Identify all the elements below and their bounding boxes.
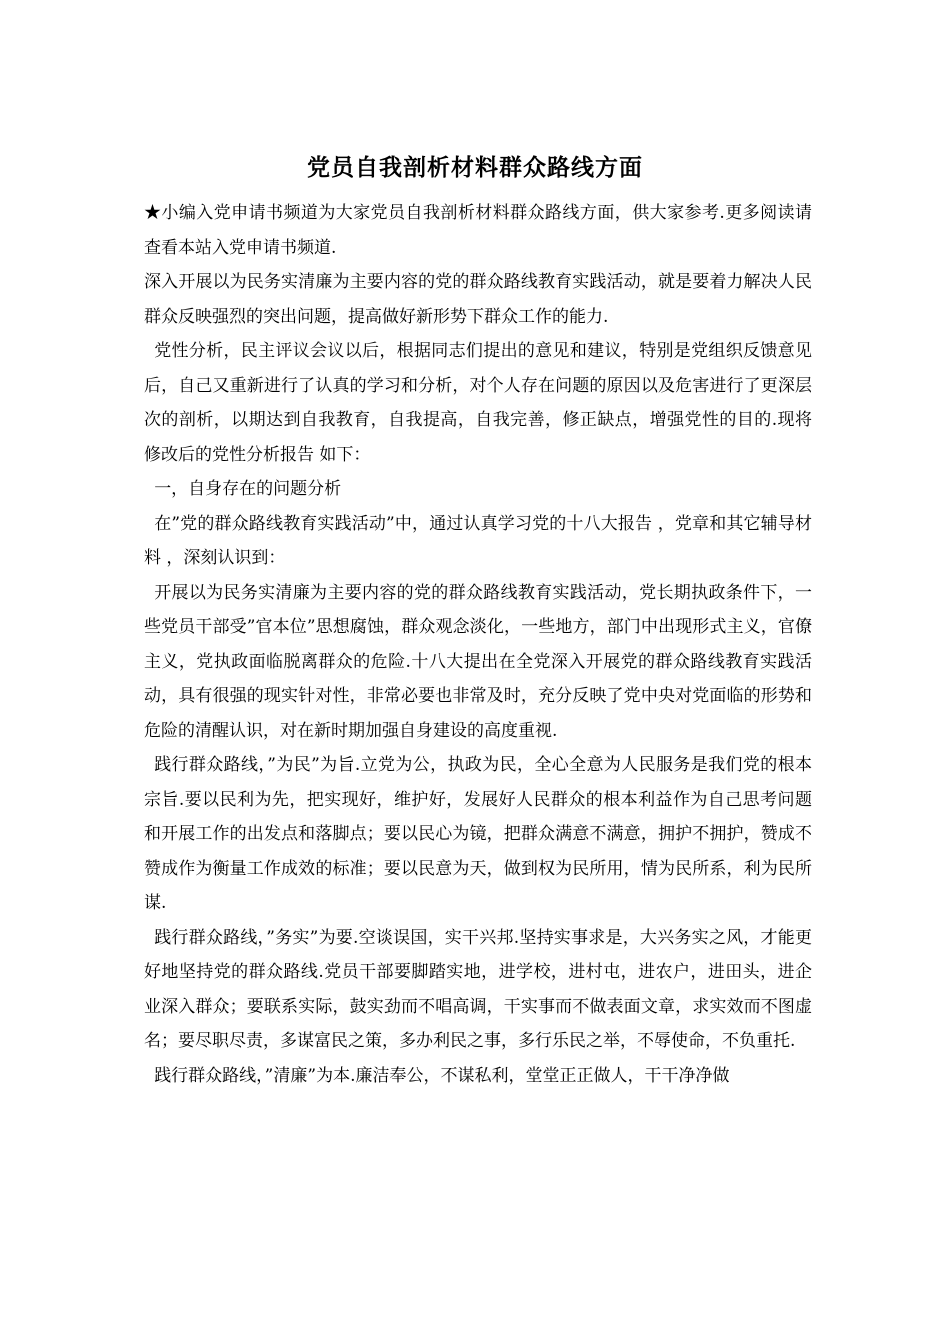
- document-body: [144, 196, 812, 1093]
- intro-paragraph: ★小编入党申请书频道为大家党员自我剖析材料群众路线方面，供大家参考.更多阅读请查看本站入党申请书频道.: [144, 203, 812, 258]
- body-paragraph: 践行群众路线，”为民”为旨.立党为公，执政为民，全心全意为人民服务是我们党的根本宗旨.要以民利为先，把实现好，维护好，发展好人民群众的根本利益作为自己思考问题和开展工作的出发点和落脚点；要以民心为镜，把群众满意不满意，拥护不拥护，赞成不赞成作为衡量工作成效的标准；要以民意为天，做到权为民所用，情为民所系，利为民所谋.: [144, 755, 812, 913]
- body-paragraph: 践行群众路线，”清廉”为本.廉洁奉公，不谋私利，堂堂正正做人，干干净净做: [154, 1065, 730, 1086]
- section-heading: 一，自身存在的问题分析: [154, 479, 342, 499]
- body-paragraph: 党性分析，民主评议会议以后，根据同志们提出的意见和建议，特别是党组织反馈意见后，自己又重新进行了认真的学习和分析，对个人存在问题的原因以及危害进行了更深层次的剖析，以期达到自我教育，自我提高，自我完善，修正缺点，增强党性的目的.现将修改后的党性分析报告 如下：: [144, 341, 812, 465]
- body-paragraph: 深入开展以为民务实清廉为主要内容的党的群众路线教育实践活动，就是要着力解决人民群众反映强烈的突出问题，提高做好新形势下群众工作的能力.: [144, 272, 812, 327]
- body-paragraph: 在”党的群众路线教育实践活动”中，通过认真学习党的十八大报告 ，党章和其它辅导材料 ，深刻认识到：: [144, 513, 812, 568]
- page-title: 党员自我剖析材料群众路线方面: [307, 154, 643, 181]
- body-paragraph: 开展以为民务实清廉为主要内容的党的群众路线教育实践活动，党长期执政条件下，一些党员干部受”官本位”思想腐蚀，群众观念淡化，一些地方，部门中出现形式主义，官僚主义，党执政面临脱离群众的危险.十八大提出在全党深入开展党的群众路线教育实践活动，具有很强的现实针对性，非常必要也非常及时，充分反映了党中央对党面临的形势和危险的清醒认识，对在新时期加强自身建设的高度重视.: [144, 582, 812, 741]
- body-paragraph: 践行群众路线，”务实”为要.空谈误国，实干兴邦.坚持实事求是，大兴务实之风，才能更好地坚持党的群众路线.党员干部要脚踏实地，进学校，进村屯，进农户，进田头，进企业深入群众；要联系实际，鼓实劲而不唱高调，干实事而不做表面文章，求实效而不图虚名；要尽职尽责，多谋富民之策，多办利民之事，多行乐民之举，不辱使命，不负重托.: [144, 927, 812, 1051]
